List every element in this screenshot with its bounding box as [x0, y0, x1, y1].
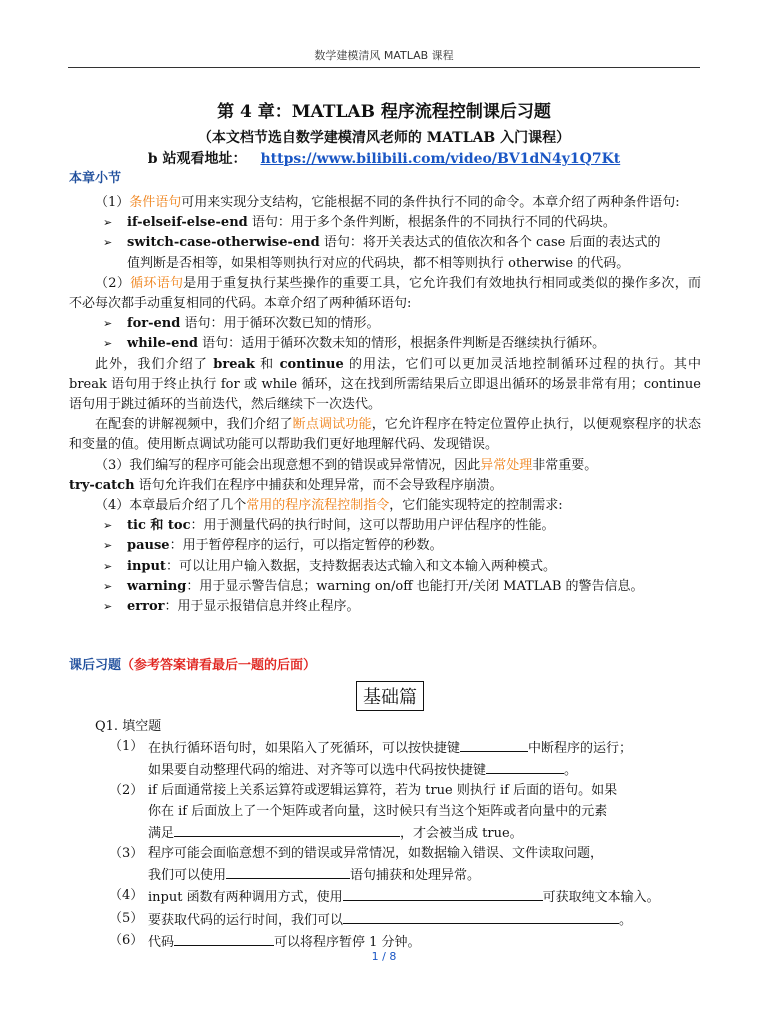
answer-blank[interactable]: [343, 909, 619, 924]
exercises-heading: 课后习题（参考答案请看最后一题的后面）: [69, 658, 317, 673]
question-item: （3） 程序可能会面临意想不到的错误或异常情况，如数据输入错误、文件读取问题， 我们可以使用 语句捕获和处理异常。: [109, 846, 604, 884]
answer-blank[interactable]: [174, 931, 274, 946]
video-label: b 站观看地址：: [147, 151, 247, 167]
question-item: （4） input 函数有两种调用方式，使用 可获取纯文本输入。: [109, 888, 660, 906]
running-header: 数学建模清风 MATLAB 课程: [314, 49, 454, 62]
level-box: 基础篇: [356, 681, 424, 711]
para-debug: 在配套的讲解视频中，我们介绍了断点调试功能，它允许程序在特定位置停止执行，以便观察程序的状态和变量的值。使用断点调试功能可以帮助我们更好地理解代码、发现错误。: [69, 417, 701, 453]
video-line: [0, 148, 768, 168]
arrow-icon: ➢: [103, 539, 113, 553]
arrow-icon: ➢: [103, 317, 113, 331]
bullet-error: ➢ error：用于显示报错信息并终止程序。: [69, 597, 701, 617]
chapter-title: 第 4 章：MATLAB 程序流程控制课后习题: [217, 102, 551, 122]
question-item: （2） if 后面通常接上关系运算符或逻辑运算符，若为 true 则执行 if 后面的语句。如果 你在 if 后面放上了一个矩阵或者向量，这时候只有当这个矩阵或者向量中的元素 满足 ，才会被当成 true。: [109, 783, 618, 841]
para-loop: （2）循环语句是用于重复执行某些操作的重要工具，它允许我们有效地执行相同或类似的操作多次，而不必每次都手动重复相同的代码。本章介绍了两种循环语句:: [69, 275, 701, 312]
answer-blank[interactable]: [460, 737, 528, 752]
arrow-icon: ➢: [103, 559, 113, 573]
bullet-tic-toc: ➢ tic 和 toc：用于测量代码的执行时间，这可以帮助用户评估程序的性能。: [69, 516, 701, 536]
question-item: （5） 要获取代码的运行时间，我们可以 。: [109, 910, 633, 928]
answer-blank[interactable]: [343, 886, 543, 901]
bullet-pause: ➢ pause：用于暂停程序的运行，可以指定暂停的秒数。: [69, 536, 701, 556]
summary-heading: 本章小节: [69, 171, 122, 186]
q1-title: Q1. 填空题: [95, 719, 162, 734]
summary-body: [69, 193, 701, 617]
bullet-warning: ➢ warning：用于显示警告信息；warning on/off 也能打开/关闭 MATLAB 的警告信息。: [69, 577, 701, 597]
question-item: （1） 在执行循环语句时，如果陷入了死循环，可以按快捷键 中断程序的运行； 如果要自动整理代码的缩进、对齐等可以选中代码按快捷键 。: [109, 739, 633, 779]
bullet-input: ➢ input：可以让用户输入数据，支持数据表达式输入和文本输入两种模式。: [69, 557, 701, 577]
subtitle: （本文档节选自数学建模清风老师的 MATLAB 入门课程）: [197, 130, 571, 146]
bullet-if: ➢ if-elseif-else-end 语句：用于多个条件判断，根据条件的不同执行不同的代码块。: [69, 213, 701, 233]
answers-note: （参考答案请看最后一题的后面）: [121, 658, 317, 673]
para-commands: （4）本章最后介绍了几个常用的程序流程控制指令，它们能实现特定的控制需求:: [95, 498, 563, 514]
para-exception: （3）我们编写的程序可能会出现意想不到的错误或异常情况，因此异常处理非常重要。: [95, 457, 598, 473]
video-link[interactable]: https://www.bilibili.com/video/BV1dN4y1Q7Kt: [260, 151, 621, 167]
para-try-catch: try-catch 语句允许我们在程序中捕获和处理异常，而不会导致程序崩溃。: [69, 477, 503, 493]
arrow-icon: ➢: [103, 600, 113, 614]
arrow-icon: ➢: [103, 519, 113, 533]
answer-blank[interactable]: [486, 759, 564, 774]
bullet-switch: ➢ switch-case-otherwise-end 语句：将开关表达式的值依次和各个 case 后面的表达式的 值判断是否相等，如果相等则执行对应的代码块，都不相等则执行 otherwise 的代码。: [103, 235, 661, 271]
para-break-continue: 此外，我们介绍了 break 和 continue 的用法，它们可以更加灵活地控制循环过程的执行。其中 break 语句用于终止执行 for 或 while 循环，这在找到所需结果后立即退出循环的场景非常有用；continue 语句用于跳过循环的当前迭代，然后继续下一次迭代。: [69, 356, 701, 413]
answer-blank[interactable]: [226, 864, 350, 879]
bullet-for: ➢ for-end 语句：用于循环次数已知的情形。: [69, 314, 701, 334]
page-number: 1 / 8: [371, 950, 397, 963]
para-conditional: （1）条件语句可用来实现分支结构，它能根据不同的条件执行不同的命令。本章介绍了两种条件语句:: [95, 195, 680, 210]
question-item: （6） 代码 可以将程序暂停 1 分钟。: [109, 932, 421, 950]
arrow-icon: ➢: [103, 236, 113, 250]
arrow-icon: ➢: [103, 337, 113, 351]
question-list: [95, 737, 705, 953]
arrow-icon: ➢: [103, 216, 113, 230]
arrow-icon: ➢: [103, 579, 113, 593]
header-divider: [68, 67, 700, 68]
bullet-while: ➢ while-end 语句：适用于循环次数未知的情形，根据条件判断是否继续执行循环。: [69, 334, 701, 354]
answer-blank[interactable]: [174, 822, 400, 837]
